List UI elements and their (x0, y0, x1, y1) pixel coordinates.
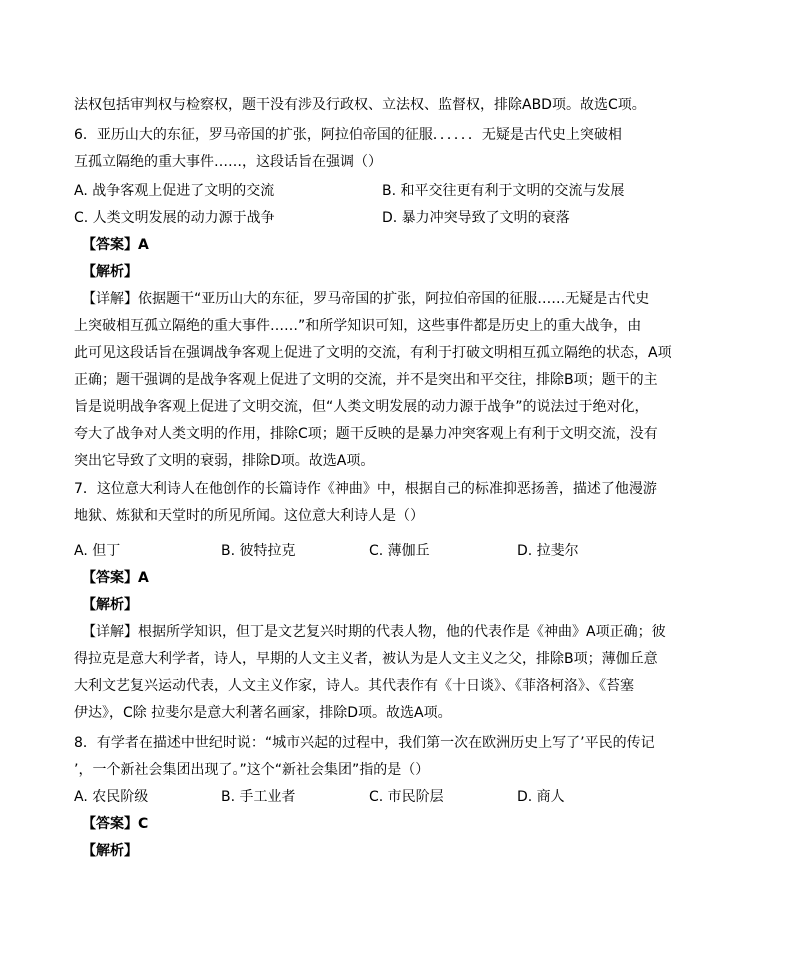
q6-detail-line-3: 此可见这段话旨在强调战争客观上促进了文明的交流，有利于打破文明相互孤立隔绝的状态，A项 (74, 345, 672, 361)
q6-detail-line-7: 突出它导致了文明的衰弱，排除D项。故选A项。 (74, 453, 375, 469)
q6-detail-line-4: 正确；题干强调的是战争客观上促进了文明的交流，并不是突出和平交往，排除B项；题干的主 (74, 372, 658, 388)
q6-option-a: A. 战争客观上促进了文明的交流 (74, 183, 275, 199)
q8-analysis-heading: 【解析】 (82, 843, 138, 859)
q7-detail-line-2: 得拉克是意大利学者，诗人，早期的人文主义者，被认为是人文主义之父，排除B项；薄伽丘意 (74, 651, 658, 667)
q8-option-c: C. 市民阶层 (369, 789, 444, 805)
q6-option-d: D. 暴力冲突导致了文明的衰落 (382, 210, 570, 226)
q7-answer: 【答案】A (82, 570, 149, 586)
q6-option-b: B. 和平交往更有利于文明的交流与发展 (382, 183, 625, 199)
q6-detail-line-6: 夸大了战争对人类文明的作用，排除C项；题干反映的是暴力冲突客观上有利于文明交流，没有 (74, 426, 658, 442)
q7-detail-line-3: 大利文艺复兴运动代表，人文主义作家，诗人。其代表作有《十日谈》、《菲洛柯洛》、《苔塞 (74, 678, 634, 694)
q8-option-b: B. 手工业者 (221, 789, 296, 805)
q7-stem-line-2: 地狱、炼狱和天堂时的所见所闻。这位意大利诗人是（） (74, 508, 424, 524)
previous-answer-tail: 法权包括审判权与检察权，题干没有涉及行政权、立法权、监督权，排除ABD项。故选C项。 (74, 97, 646, 113)
q8-answer: 【答案】C (82, 816, 149, 832)
q6-option-c: C. 人类文明发展的动力源于战争 (74, 210, 275, 226)
q7-analysis-heading: 【解析】 (82, 597, 138, 613)
q6-stem-line-2: 互孤立隔绝的重大事件……，这段话旨在强调（） (74, 154, 382, 170)
q6-detail-line-1: 【详解】依据题干“亚历山大的东征，罗马帝国的扩张，阿拉伯帝国的征服……无疑是古代史 (82, 291, 650, 307)
q6-answer: 【答案】A (82, 237, 149, 253)
q6-detail-line-5: 旨是说明战争客观上促进了文明交流，但“人类文明发展的动力源于战争”的说法过于绝对化， (74, 399, 649, 415)
q7-stem-line-1: 7．这位意大利诗人在他创作的长篇诗作《神曲》中，根据自己的标准抑恶扬善，描述了他漫游 (74, 481, 657, 497)
q8-option-d: D. 商人 (517, 789, 565, 805)
q7-detail-line-1: 【详解】根据所学知识，但丁是文艺复兴时期的代表人物，他的代表作是《神曲》A项正确；彼 (82, 624, 666, 640)
q7-option-c: C. 薄伽丘 (369, 543, 430, 559)
q7-option-d: D. 拉斐尔 (517, 543, 579, 559)
q7-option-a: A. 但丁 (74, 543, 121, 559)
q6-stem-line-1: 6．亚历山大的东征，罗马帝国的扩张，阿拉伯帝国的征服．．．．．．无疑是古代史上突破相 (74, 127, 622, 143)
q6-analysis-heading: 【解析】 (82, 264, 138, 280)
q8-stem-line-2: ’，一个新社会集团出现了。”这个“新社会集团”指的是（） (74, 762, 430, 778)
q7-detail-line-4: 伊达》，C除 拉斐尔是意大利著名画家，排除D项。故选A项。 (74, 705, 452, 721)
q8-option-a: A. 农民阶级 (74, 789, 149, 805)
q7-option-b: B. 彼特拉克 (221, 543, 296, 559)
q8-stem-line-1: 8．有学者在描述中世纪时说：“城市兴起的过程中，我们第一次在欧洲历史上写了’平民的传记 (74, 735, 655, 751)
q6-detail-line-2: 上突破相互孤立隔绝的重大事件……”和所学知识可知，这些事件都是历史上的重大战争，由 (74, 318, 642, 334)
